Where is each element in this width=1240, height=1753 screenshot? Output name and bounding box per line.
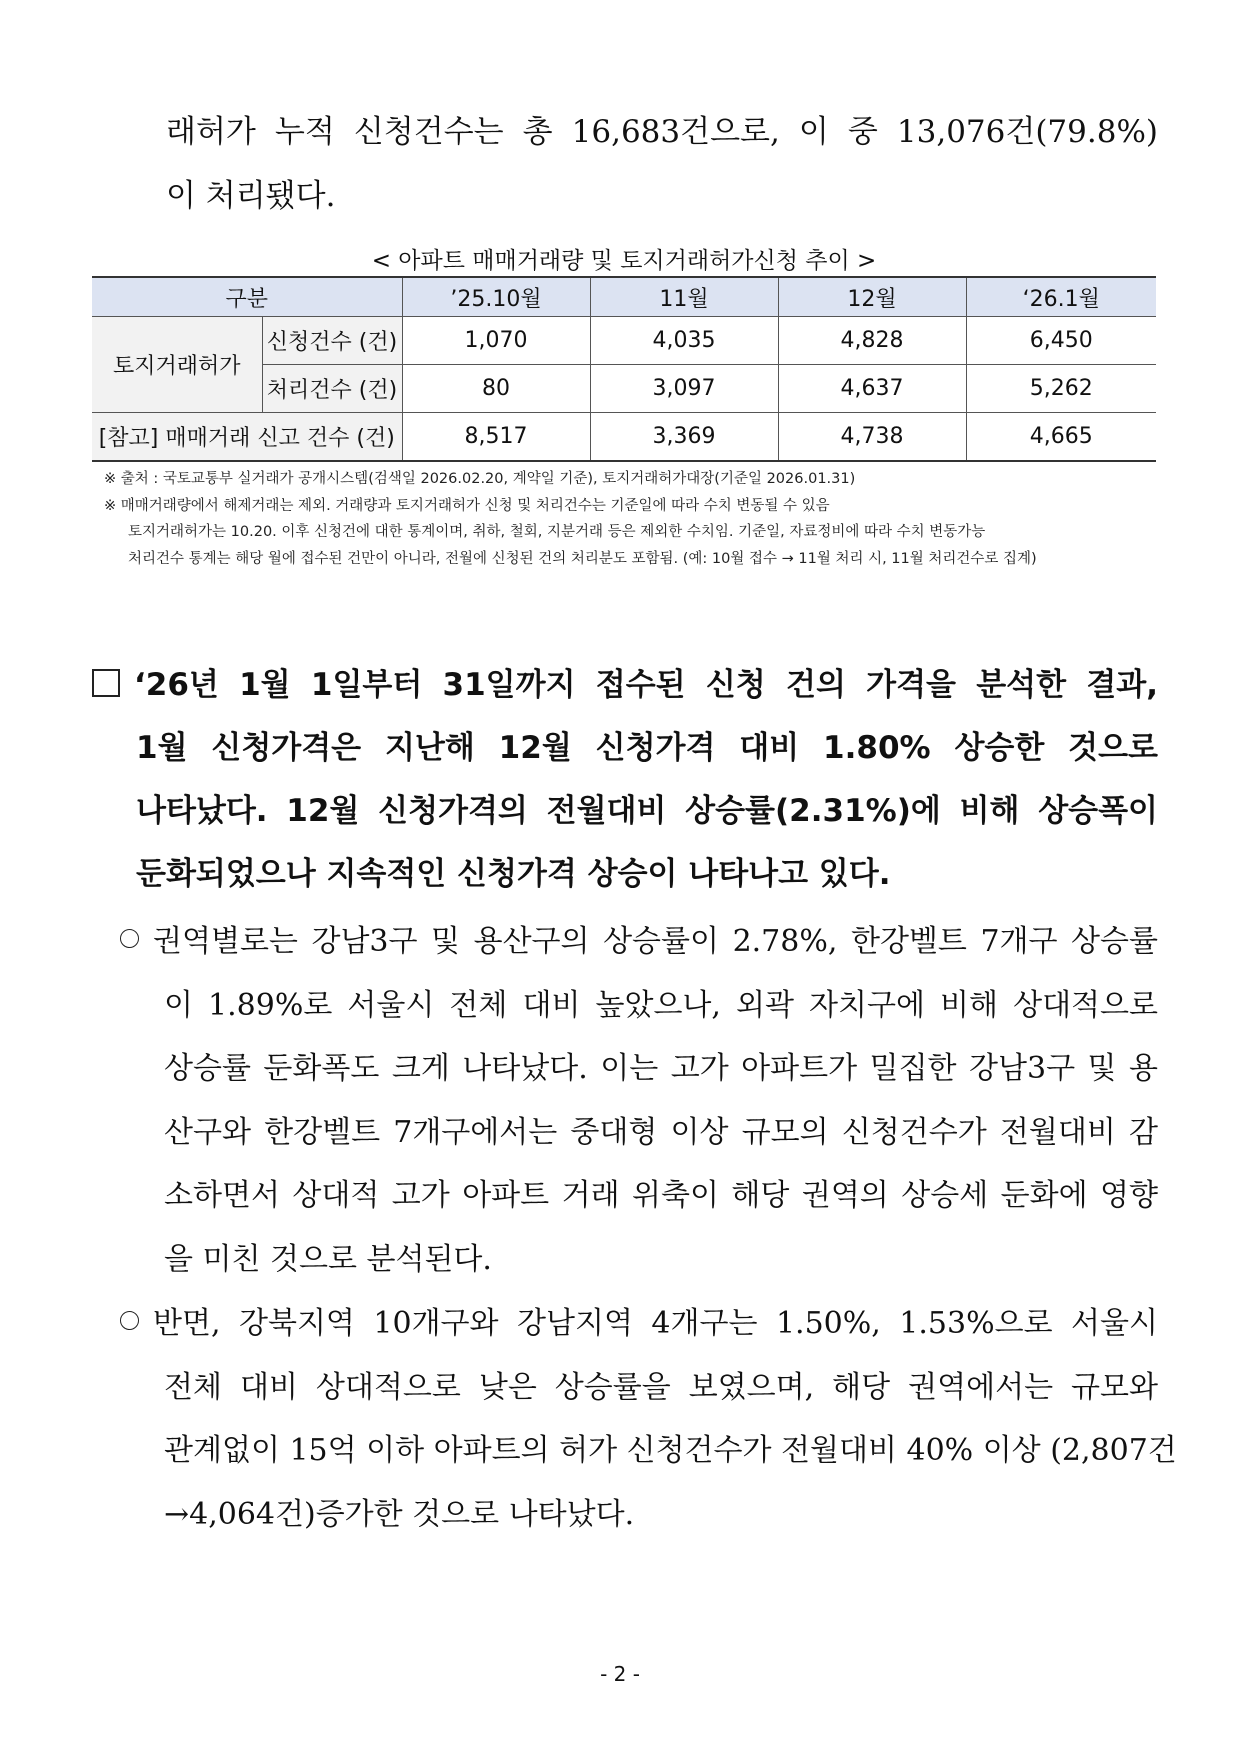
table-row (92, 317, 1156, 365)
table-header-row (92, 277, 1156, 317)
note-line: 토지거래허가는 10.20. 이후 신청건에 대한 통계이며, 취하, 철회, 지분거래 등은 제외한 수치임. 기준일, 자료정비에 따라 수치 변동가능 (128, 524, 986, 540)
bullet-line: 상승률 둔화폭도 크게 나타났다. 이는 고가 아파트가 밀집한 강남3구 및 용 (164, 1051, 1158, 1086)
section-line: 나타났다. 12월 신청가격의 전월대비 상승률(2.31%)에 비해 상승폭이 (136, 793, 1158, 829)
table-cell: 4,828 (778, 317, 966, 365)
reference-label: [참고] 매매거래 신고 건수 (건) (92, 413, 402, 462)
bullet-line: 이 1.89%로 서울시 전체 대비 높았으나, 외곽 자치구에 비해 상대적으로 (164, 987, 1158, 1023)
bullet-line: 관계없이 15억 이하 아파트의 허가 신청건수가 전월대비 40% 이상 (2,807건 (164, 1433, 1177, 1468)
table-cell: 4,665 (966, 413, 1156, 462)
page-number: - 2 - (600, 1662, 640, 1686)
circle-bullet-icon (120, 929, 139, 948)
bullet-line: 산구와 한강벨트 7개구에서는 중대형 이상 규모의 신청건수가 전월대비 감 (164, 1114, 1158, 1150)
bullet-line: 을 미친 것으로 분석된다. (164, 1241, 492, 1277)
intro-line: 래허가 누적 신청건수는 총 16,683건으로, 이 중 13,076건(79.8%) (166, 114, 1158, 150)
table-cell: 6,450 (966, 317, 1156, 365)
intro-line: 이 처리됐다. (166, 178, 336, 214)
bullet-paragraph-2 (120, 1292, 1177, 1546)
group-label: 토지거래허가 (92, 317, 262, 413)
table-cell: 4,035 (590, 317, 778, 365)
row-label: 신청건수 (건) (262, 317, 402, 365)
circle-bullet-icon (120, 1311, 139, 1330)
bullet-line: 전체 대비 상대적으로 낮은 상승률을 보였으며, 해당 권역에서는 규모와 (164, 1369, 1158, 1405)
table-cell: 4,637 (778, 365, 966, 413)
note-line: ※ 매매거래량에서 해제거래는 제외. 거래량과 토지거래허가 신청 및 처리건수는 기준일에 따라 수치 변동될 수 있음 (104, 497, 830, 514)
table-cell: 4,738 (778, 413, 966, 462)
table-cell: 8,517 (402, 413, 590, 462)
header-category: 구분 (92, 277, 402, 317)
bullet-line (120, 1292, 1158, 1356)
checkbox-icon (92, 669, 120, 697)
transaction-table (92, 276, 1156, 462)
bullet-line: 소하면서 상대적 고가 아파트 거래 위축이 해당 권역의 상승세 둔화에 영향 (164, 1178, 1158, 1213)
header-month: 11월 (590, 277, 778, 317)
bullet-line-text: 반면, 강북지역 10개구와 강남지역 4개구는 1.50%, 1.53%으로 서울시 (153, 1306, 1158, 1341)
header-month: 12월 (778, 277, 966, 317)
bullet-paragraph-1 (120, 910, 1158, 1291)
intro-paragraph (166, 100, 1158, 228)
table-cell: 1,070 (402, 317, 590, 365)
table-row-reference (92, 413, 1156, 462)
table-cell: 80 (402, 365, 590, 413)
section-line: 둔화되었으나 지속적인 신청가격 상승이 나타나고 있다. (136, 856, 891, 892)
table-caption: < 아파트 매매거래량 및 토지거래허가신청 추이 > (371, 248, 877, 274)
bullet-line-text: 권역별로는 강남3구 및 용산구의 상승률이 2.78%, 한강벨트 7개구 상승률 (153, 924, 1158, 959)
section-line: 1월 신청가격은 지난해 12월 신청가격 대비 1.80% 상승한 것으로 (136, 730, 1158, 766)
table-cell: 5,262 (966, 365, 1156, 413)
note-line: ※ 출처 : 국토교통부 실거래가 공개시스템(검색일 2026.02.20, 계약일 기준), 토지거래허가대장(기준일 2026.01.31) (104, 471, 856, 487)
table-notes (104, 466, 1164, 572)
table-cell: 3,097 (590, 365, 778, 413)
row-label: 처리건수 (건) (262, 365, 402, 413)
bullet-line: →4,064건)증가한 것으로 나타났다. (164, 1496, 635, 1532)
section-line-text: ‘26년 1월 1일부터 31일까지 접수된 신청 건의 가격을 분석한 결과, (134, 667, 1158, 703)
table-cell: 3,369 (590, 413, 778, 462)
section-line (92, 654, 1158, 717)
bullet-line (120, 910, 1158, 974)
header-month: ’25.10월 (402, 277, 590, 317)
header-month: ‘26.1월 (966, 277, 1156, 317)
note-line: 처리건수 통계는 해당 월에 접수된 건만이 아니라, 전월에 신청된 건의 처리분도 포함됨. (예: 10월 접수 → 11월 처리 시, 11월 처리건수로 집계) (128, 550, 1037, 567)
section-paragraph (92, 654, 1158, 906)
